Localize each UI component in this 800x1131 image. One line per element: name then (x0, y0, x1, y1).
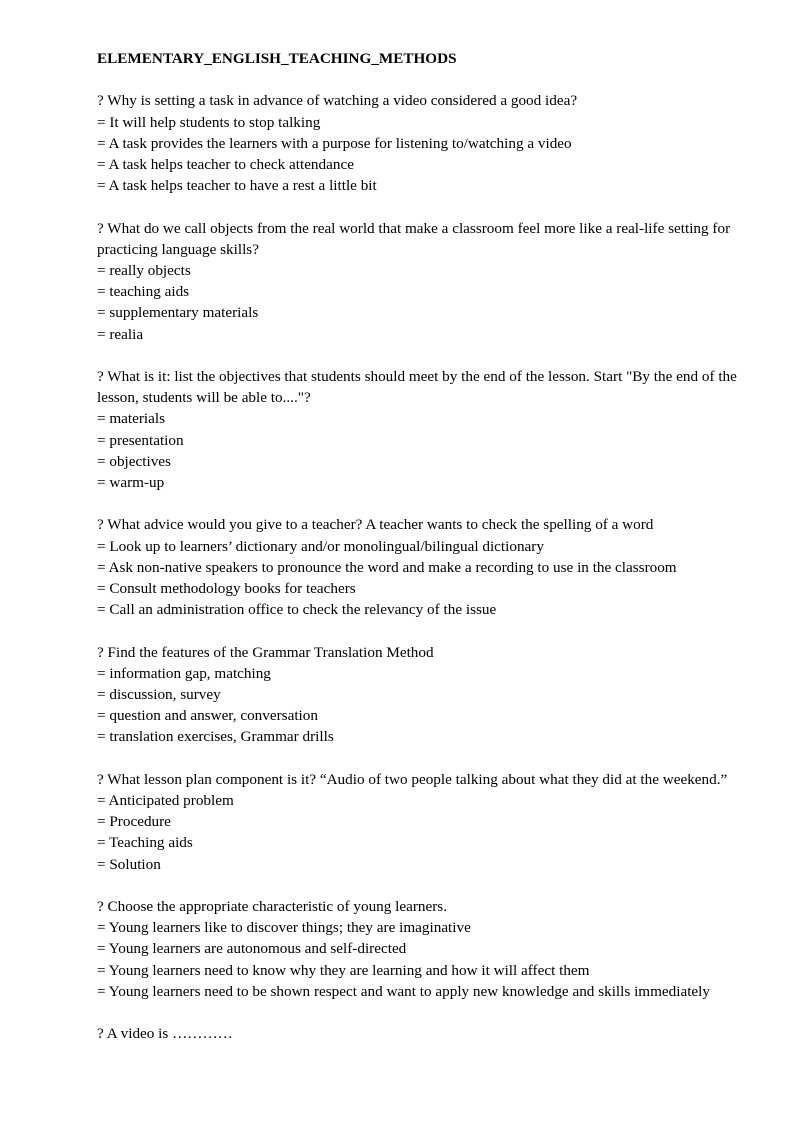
question-text: ? What advice would you give to a teacher? A teacher wants to check the spelling of a word (97, 516, 654, 534)
answer-option: = information gap, matching (97, 664, 271, 682)
answer-option: = Look up to learners’ dictionary and/or monolingual/bilingual dictionary (97, 537, 544, 555)
question-text: ? What lesson plan component is it? “Audio of two people talking about what they did at the weekend.” (97, 770, 728, 788)
answer-option: = Ask non-native speakers to pronounce the word and make a recording to use in the classroom (97, 558, 677, 576)
question-block (97, 642, 757, 748)
answer-option: = Call an administration office to check the relevancy of the issue (97, 601, 497, 619)
answer-option: = question and answer, conversation (97, 707, 318, 725)
answer-option: = Young learners are autonomous and self-directed (97, 940, 407, 958)
answer-option: = teaching aids (97, 283, 190, 301)
document-title: ELEMENTARY_ENGLISH_TEACHING_METHODS (97, 50, 457, 67)
answer-option: = really objects (97, 262, 191, 279)
answer-option: = A task helps teacher to check attendance (97, 156, 354, 173)
answer-option: = translation exercises, Grammar drills (97, 728, 334, 746)
question-list (97, 90, 757, 1044)
question-block (97, 218, 757, 345)
answer-option: = warm-up (97, 474, 165, 492)
answer-option: = realia (97, 325, 144, 343)
question-block (97, 514, 757, 620)
answer-option: = Young learners need to know why they are learning and how it will affect them (97, 961, 590, 979)
answer-option: = materials (97, 410, 166, 428)
answer-option: = Young learners need to be shown respect and want to apply new knowledge and skills immediately (97, 982, 710, 1000)
question-text: ? Why is setting a task in advance of watching a video considered a good idea? (97, 92, 578, 110)
question-block (97, 769, 757, 875)
question-text: ? A video is ………… (97, 1025, 233, 1043)
question-text: ? Find the features of the Grammar Translation Method (97, 643, 434, 661)
question-block (97, 896, 757, 1002)
answer-option: = discussion, survey (97, 686, 221, 704)
answer-option: = Consult methodology books for teachers (97, 580, 356, 598)
answer-option: = It will help students to stop talking (97, 113, 321, 131)
answer-option: = A task provides the learners with a purpose for listening to/watching a video (97, 134, 572, 152)
answer-option: = presentation (97, 431, 184, 449)
question-block (97, 90, 757, 196)
answer-option: = Teaching aids (97, 834, 193, 852)
question-text: ? What is it: list the objectives that students should meet by the end of the lesson. Start "By the end of the lesson, students will be able to...."? (97, 368, 737, 407)
answer-option: = objectives (97, 452, 171, 470)
document-page (97, 48, 757, 1066)
answer-option: = supplementary materials (97, 304, 259, 322)
question-text: ? What do we call objects from the real world that make a classroom feel more like a real-life setting for practicing language skills? (97, 219, 731, 258)
question-block (97, 366, 757, 493)
question-text: ? Choose the appropriate characteristic of young learners. (97, 898, 448, 916)
answer-option: = Procedure (97, 813, 171, 831)
answer-option: = Solution (97, 855, 161, 873)
question-block (97, 1023, 757, 1044)
answer-option: = Anticipated problem (97, 792, 234, 810)
answer-option: = Young learners like to discover things; they are imaginative (97, 919, 471, 937)
answer-option: = A task helps teacher to have a rest a little bit (97, 177, 377, 195)
